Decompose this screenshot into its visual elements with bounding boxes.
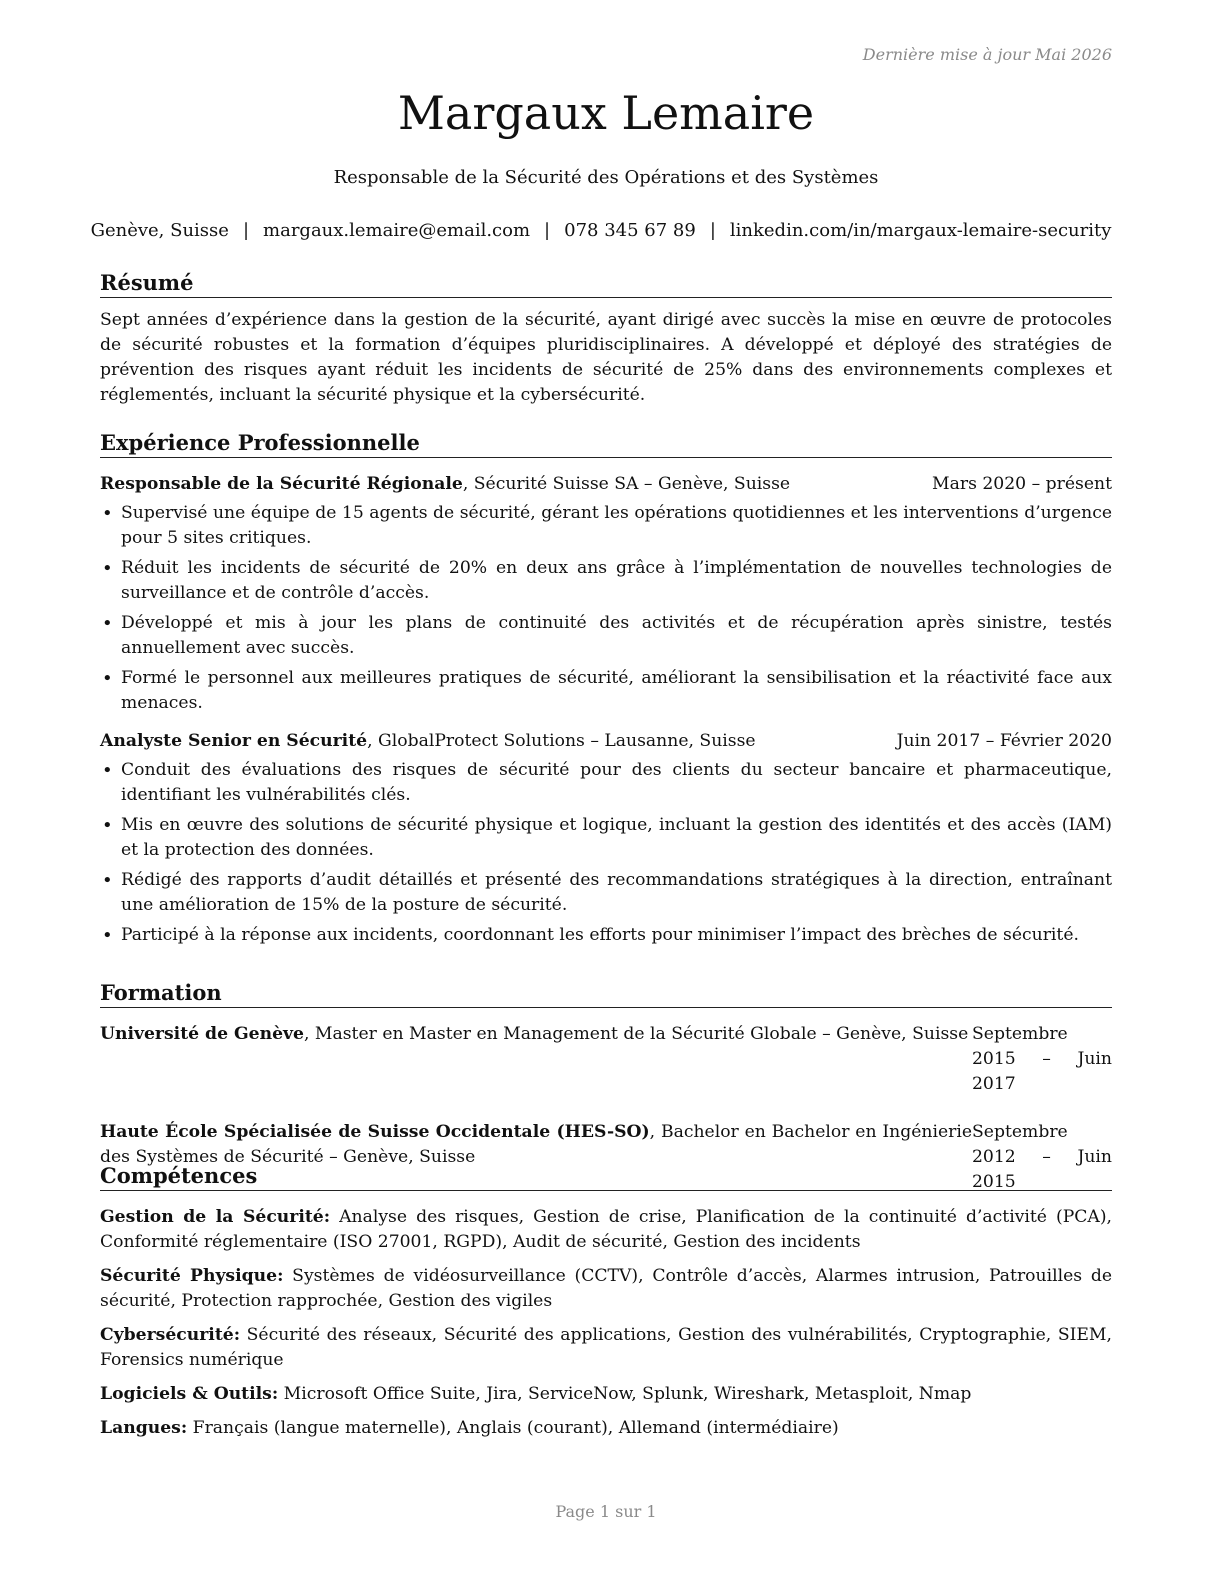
education-entry: [100, 1022, 1112, 1097]
skill-row: [100, 1205, 1112, 1255]
skill-row: [100, 1416, 1112, 1441]
contact-separator: |: [709, 220, 716, 241]
candidate-title: Responsable de la Sécurité des Opérations et des Systèmes: [333, 167, 879, 188]
summary-text: Sept années d’expérience dans la gestion de la sécurité, ayant dirigé avec succès la mise en œuvre de protocoles de sécurité robustes et la formation d’équipes pluridisciplinaires. A développé et déployé des stratégies de prévention des risques ayant réduit les incidents de sécurité de 25% dans des environnements complexes et réglementés, incluant la sécurité physique et la cybersécurité.: [100, 310, 1112, 406]
candidate-name: Margaux Lemaire: [397, 86, 815, 140]
job-bullet: • Conduit des évaluations des risques de sécurité pour des clients du secteur bancaire et pharmaceutique, identifiant les vulnérabilités clés.: [100, 758, 1112, 808]
job-bullet: • Réduit les incidents de sécurité de 20% en deux ans grâce à l’implémentation de nouvelles technologies de surveillance et de contrôle d’accès.: [100, 556, 1112, 606]
summary-heading: Résumé: [100, 270, 1112, 298]
last-updated: Dernière mise à jour Mai 2026: [862, 45, 1112, 64]
skill-text: Sécurité des réseaux, Sécurité des applications, Gestion des vulnérabilités, Cryptographie, SIEM, Forensics numérique: [100, 1325, 1112, 1371]
job-dates: Juin 2017 – Février 2020: [896, 731, 1112, 752]
skill-label: Logiciels & Outils:: [100, 1384, 279, 1405]
skill-row: [100, 1323, 1112, 1373]
contact-separator: |: [242, 220, 250, 241]
job-bullets: [100, 501, 1112, 716]
education-school: Université de Genève: [100, 1024, 304, 1045]
education-degree: , Master en Master en Management de la Sécurité Globale – Genève, Suisse: [303, 1024, 969, 1045]
skill-text: Microsoft Office Suite, Jira, ServiceNow, Splunk, Wireshark, Metasploit, Nmap: [278, 1384, 972, 1405]
job-bullet: • Formé le personnel aux meilleures pratiques de sécurité, améliorant la sensibilisation et la réactivité face aux menaces.: [100, 666, 1112, 716]
job-bullet: • Mis en œuvre des solutions de sécurité physique et logique, incluant la gestion des identités et des accès (IAM) et la protection des données.: [100, 813, 1112, 863]
education-dates: Septembre 2015 – Juin 2017: [972, 1024, 1112, 1095]
job-header: [100, 472, 1112, 497]
job-role: Responsable de la Sécurité Régionale: [100, 474, 463, 495]
job-bullet: • Supervisé une équipe de 15 agents de sécurité, gérant les opérations quotidiennes et les interventions d’urgence pour 5 sites critiques.: [100, 501, 1112, 551]
skills-heading: Compétences: [100, 1163, 1112, 1191]
job-company: , GlobalProtect Solutions – Lausanne, Suisse: [367, 731, 756, 752]
education-degree: , Bachelor en Bachelor en Ingénierie des Systèmes de Sécurité – Genève, Suisse: [100, 1122, 972, 1168]
skill-text: Systèmes de vidéosurveillance (CCTV), Contrôle d’accès, Alarmes intrusion, Patrouilles de sécurité, Protection rapprochée, Gestion des vigiles: [100, 1266, 1112, 1312]
education-detail: [100, 1022, 972, 1097]
contact-email[interactable]: margaux.lemaire@email.com: [263, 220, 531, 241]
job-bullet: • Participé à la réponse aux incidents, coordonnant les efforts pour minimiser l’impact des brèches de sécurité.: [100, 923, 1112, 948]
page-number: Page 1 sur 1: [555, 1502, 657, 1521]
skill-label: Sécurité Physique:: [100, 1266, 284, 1287]
skill-row: [100, 1382, 1112, 1407]
contact-line: [90, 220, 1112, 241]
job-header: [100, 729, 1112, 754]
job-role: Analyste Senior en Sécurité: [100, 731, 368, 752]
skill-row: [100, 1264, 1112, 1314]
skill-label: Cybersécurité:: [100, 1325, 241, 1346]
education-dates: Septembre 2012 – Juin 2015: [972, 1122, 1112, 1193]
education-heading: Formation: [100, 980, 1112, 1008]
skill-label: Gestion de la Sécurité:: [100, 1207, 331, 1228]
skill-text: Analyse des risques, Gestion de crise, Planification de la continuité d’activité (PCA), Conformité réglementaire (ISO 27001, RGPD), Audit de sécurité, Gestion des incidents: [100, 1207, 1113, 1253]
contact-phone[interactable]: 078 345 67 89: [564, 220, 696, 241]
job-title-line: [100, 729, 756, 754]
job-bullet: • Rédigé des rapports d’audit détaillés et présenté des recommandations stratégiques à la direction, entraînant une amélioration de 15% de la posture de sécurité.: [100, 868, 1112, 918]
contact-location: Genève, Suisse: [90, 220, 229, 241]
contact-linkedin[interactable]: linkedin.com/in/margaux-lemaire-security: [729, 220, 1112, 241]
job-company: , Sécurité Suisse SA – Genève, Suisse: [462, 474, 791, 495]
job-bullets: [100, 758, 1112, 948]
skills-list: [100, 1205, 1112, 1441]
skills-section: [100, 1163, 1112, 1450]
summary-section: [100, 270, 1112, 408]
job-title-line: [100, 472, 790, 497]
experience-heading: Expérience Professionnelle: [100, 430, 1112, 458]
job-bullet: • Développé et mis à jour les plans de continuité des activités et de récupération après sinistre, testés annuellement avec succès.: [100, 611, 1112, 661]
education-school: Haute École Spécialisée de Suisse Occidentale (HES-SO): [100, 1122, 650, 1143]
experience-section: [100, 430, 1112, 953]
job-entry: [100, 472, 1112, 716]
job-dates: Mars 2020 – présent: [932, 474, 1112, 495]
skill-label: Langues:: [100, 1418, 188, 1439]
job-entry: [100, 729, 1112, 948]
contact-separator: |: [544, 220, 551, 241]
resume-page: [90, 0, 1113, 1584]
skill-text: Français (langue maternelle), Anglais (courant), Allemand (intermédiaire): [187, 1418, 839, 1439]
